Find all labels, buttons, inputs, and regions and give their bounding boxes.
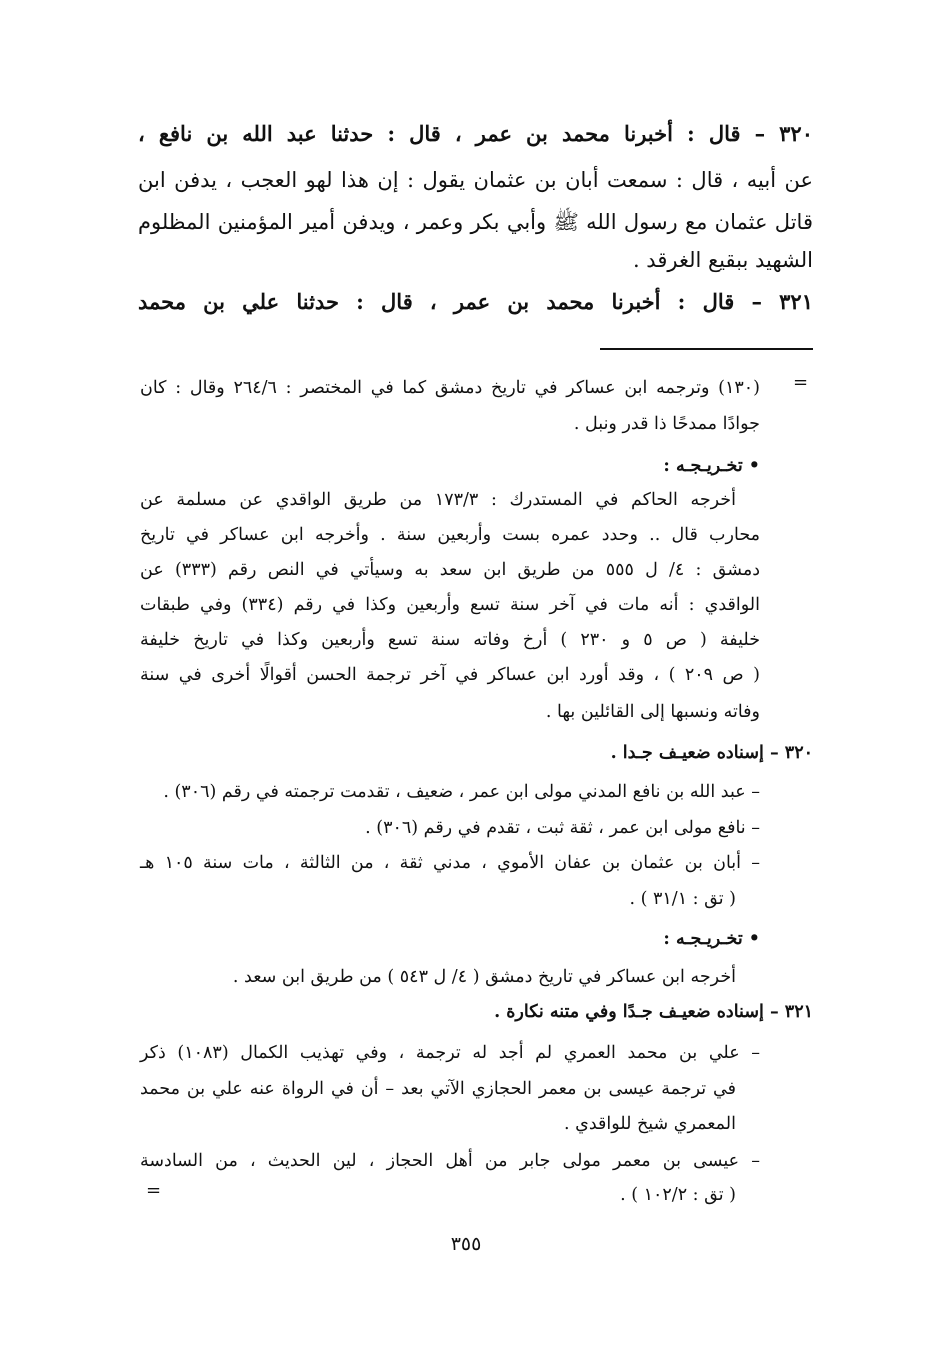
footnote-line: أخرجه الحاكم في المستدرك : ١٧٣/٣ من طريق الواقدي عن مسلمة عن	[140, 490, 736, 510]
main-line-1: ٣٢٠ – قال : أخبرنا محمد بن عمر ، قال : حدثنا عبد الله بن نافع ،	[138, 121, 813, 146]
footnote-line: دمشق : ٤/ ل ٥٥٥ من طريق ابن سعد به وسيأتي في النص رقم (٣٣٣) عن	[140, 560, 760, 580]
footnote-line: خليفة ( ص ٥ و ٢٣٠ ) أرخ وفاته سنة تسع وأربعين وكذا في تاريخ خليفة	[140, 630, 761, 650]
footnote-line: (١٣٠) وترجمه ابن عساكر في تاريخ دمشق كما في المختصر : ٢٦٤/٦ وقال : كان	[140, 378, 760, 398]
footnote-line: جوادًا ممدحًا ذا قدر ونبل .	[573, 414, 760, 434]
continuation-mark: =	[793, 372, 809, 393]
footnote-line: – عيسى بن معمر مولى جابر من أهل الحجاز ، لين الحديث ، من السادسة	[140, 1151, 760, 1171]
main-line-4: الشهيد ببقيع الغرقد .	[632, 248, 813, 272]
footnote-line: – أبان بن عثمان بن عفان الأموي ، مدني ثقة ، من الثالثة ، مات سنة ١٠٥ هـ	[140, 853, 760, 873]
isnad-heading-321: ٣٢١ – إسناده ضعيـف جـدًا وفي متنه نكارة .	[494, 1002, 813, 1022]
footnote-line: محارب قال .. وحدد عمره بست وأربعين سنة . وأخرجه ابن عساكر في تاريخ	[140, 525, 760, 545]
footnote-line: ( ص ٢٠٩ ) ، وقد أورد ابن عساكر في آخر ترجمة الحسن أقوالًا أخرى في سنة	[140, 665, 760, 685]
footnote-line: وفاته ونسبها إلى القائلين بها .	[545, 702, 760, 722]
footnote-line: ( تق : ١٠٢/٢ ) .	[620, 1185, 736, 1205]
footnote-line: – عبد الله بن نافع المدني مولى ابن عمر ، ضعيف ، تقدمت ترجمته في رقم (٣٠٦) .	[163, 782, 760, 802]
takhrij-heading: • تخـريـجـه :	[663, 456, 760, 476]
footnote-line: في ترجمة عيسى بن معمر الحجازي الآتي بعد – أن في الرواة عنه علي بن محمد	[140, 1079, 736, 1099]
isnad-heading-320: ٣٢٠ – إسناده ضعيـف جـدا .	[610, 743, 813, 763]
page-number: ٣٥٥	[450, 1233, 482, 1255]
main-line-5: ٣٢١ – قال : أخبرنا محمد بن عمر ، قال : حدثنا علي بن محمد	[138, 289, 813, 314]
footnote-line: ( تق : ٣١/١ ) .	[629, 889, 736, 909]
footnote-line: المعمري شيخ للواقدي .	[564, 1114, 736, 1134]
takhrij-heading: • تخـريـجـه :	[663, 929, 760, 949]
footnote-line: أخرجه ابن عساكر في تاريخ دمشق ( ٤/ ل ٥٤٣ ) من طريق ابن سعد .	[232, 967, 736, 987]
footnote-line: – علي بن محمد العمري لم أجد له ترجمة ، وفي تهذيب الكمال (١٠٨٣) ذكر	[140, 1043, 761, 1063]
main-line-3: قاتل عثمان مع رسول الله ﷺ وأبي بكر وعمر ، ويدفن أمير المؤمنين المظلوم	[138, 210, 813, 234]
end-continuation-mark: =	[146, 1180, 162, 1201]
footnote-separator	[600, 348, 813, 350]
footnote-line: الواقدي : أنه مات في آخر سنة تسع وأربعين وكذا في رقم (٣٣٤) وفي طبقات	[140, 595, 760, 615]
footnote-line: – نافع مولى ابن عمر ، ثقة ثبت ، تقدم في رقم (٣٠٦) .	[365, 818, 760, 838]
main-line-2: عن أبيه ، قال : سمعت أبان بن عثمان يقول : إن هذا لهو العجب ، يدفن ابن	[138, 168, 813, 192]
